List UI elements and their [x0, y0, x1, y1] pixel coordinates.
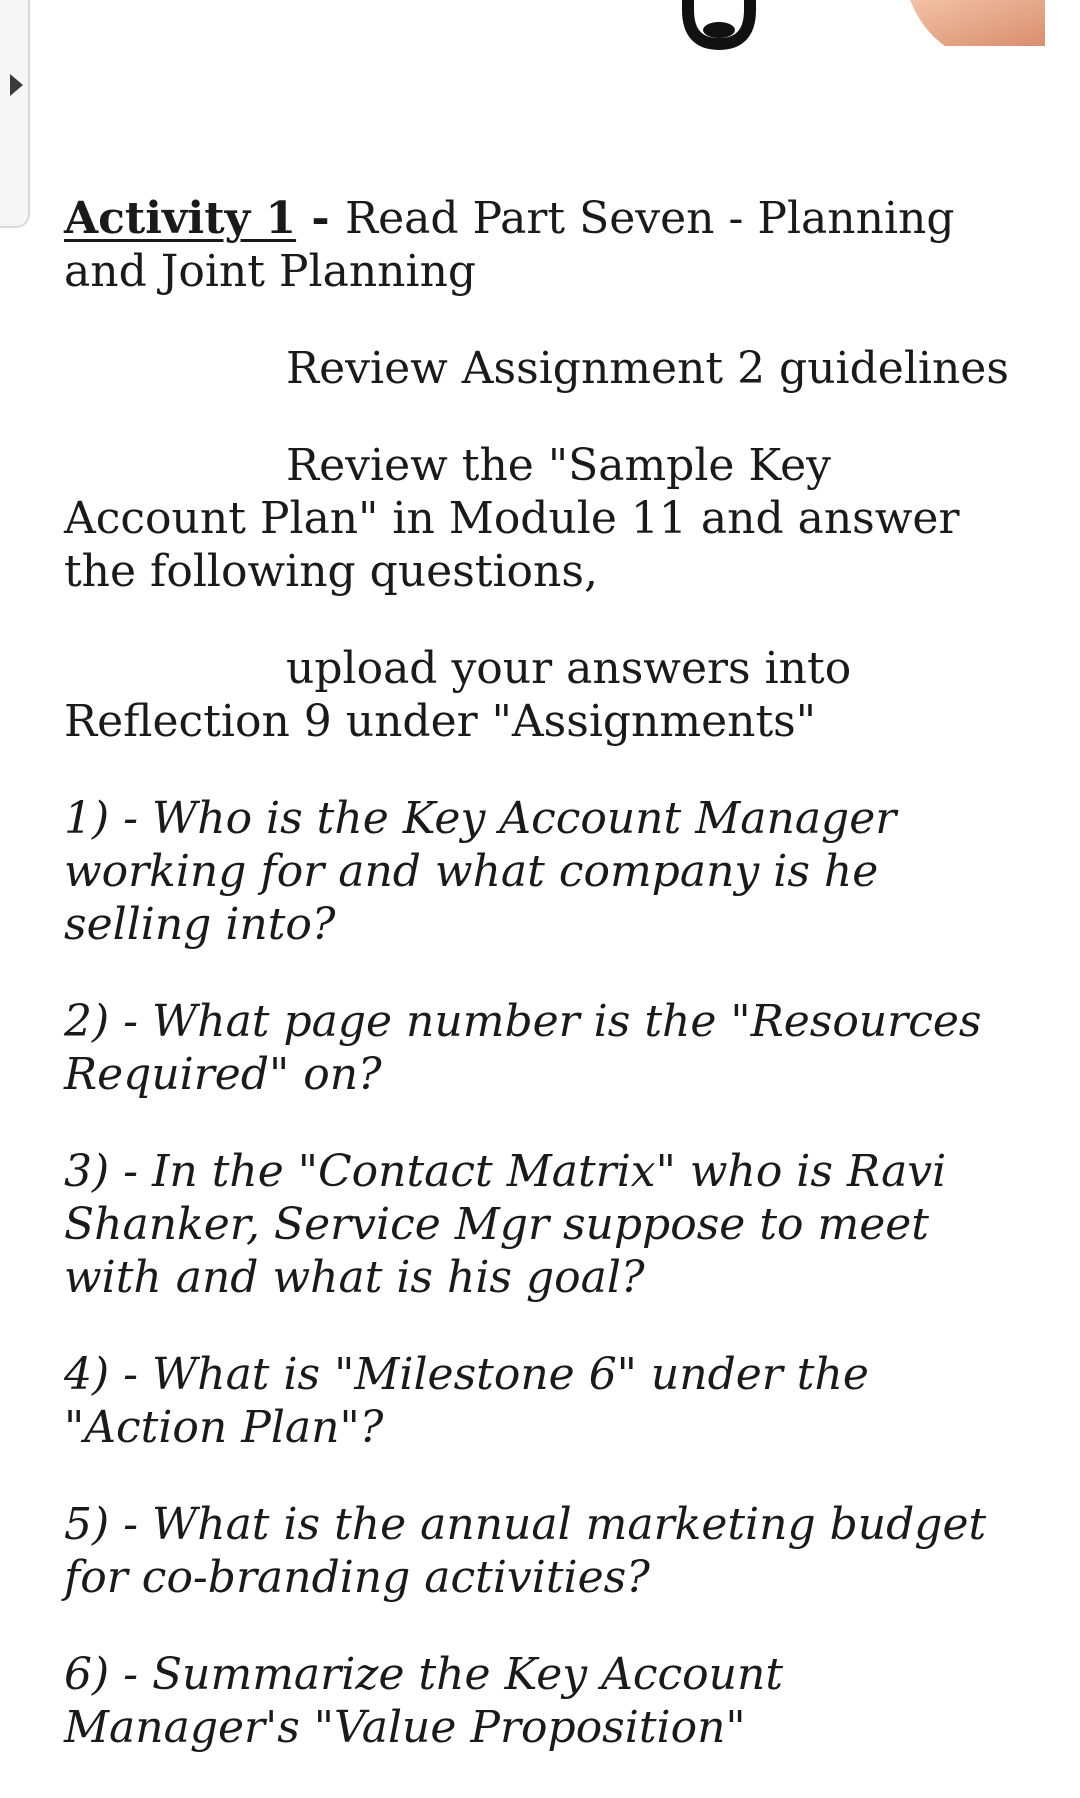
activity-title [64, 192, 1024, 298]
question-5: 5) - What is the annual marketing budget for co-branding activities? [64, 1499, 987, 1603]
question-6: 6) - Summarize the Key Account Manager's "Value Proposition" [64, 1649, 783, 1753]
instruction-review-guidelines: Review Assignment 2 guidelines [286, 343, 1009, 394]
activity-title-text: Read Part Seven - Planning and Joint Planning [64, 193, 955, 297]
activity-separator: - [296, 193, 345, 244]
side-panel-toggle[interactable] [0, 0, 30, 228]
question-1: 1) - Who is the Key Account Manager working for and what company is he selling into? [64, 793, 897, 950]
question-4: 4) - What is "Milestone 6" under the "Action Plan"? [64, 1349, 869, 1453]
play-arrow-icon [10, 74, 23, 96]
instruction-upload-answers: upload your answers into Reflection 9 under "Assignments" [64, 643, 852, 747]
partial-photo-image [900, 0, 1045, 46]
instruction-review-sample-plan: Review the "Sample Key Account Plan" in Module 11 and answer the following questions, [64, 440, 960, 597]
activity-heading: Activity 1 [64, 193, 297, 244]
activity-content [64, 192, 1024, 1798]
question-3: 3) - In the "Contact Matrix" who is Ravi Shanker, Service Mgr suppose to meet with and what is his goal? [64, 1146, 947, 1303]
partial-logo-image [680, 0, 758, 46]
question-2: 2) - What page number is the "Resources Required" on? [64, 996, 982, 1100]
